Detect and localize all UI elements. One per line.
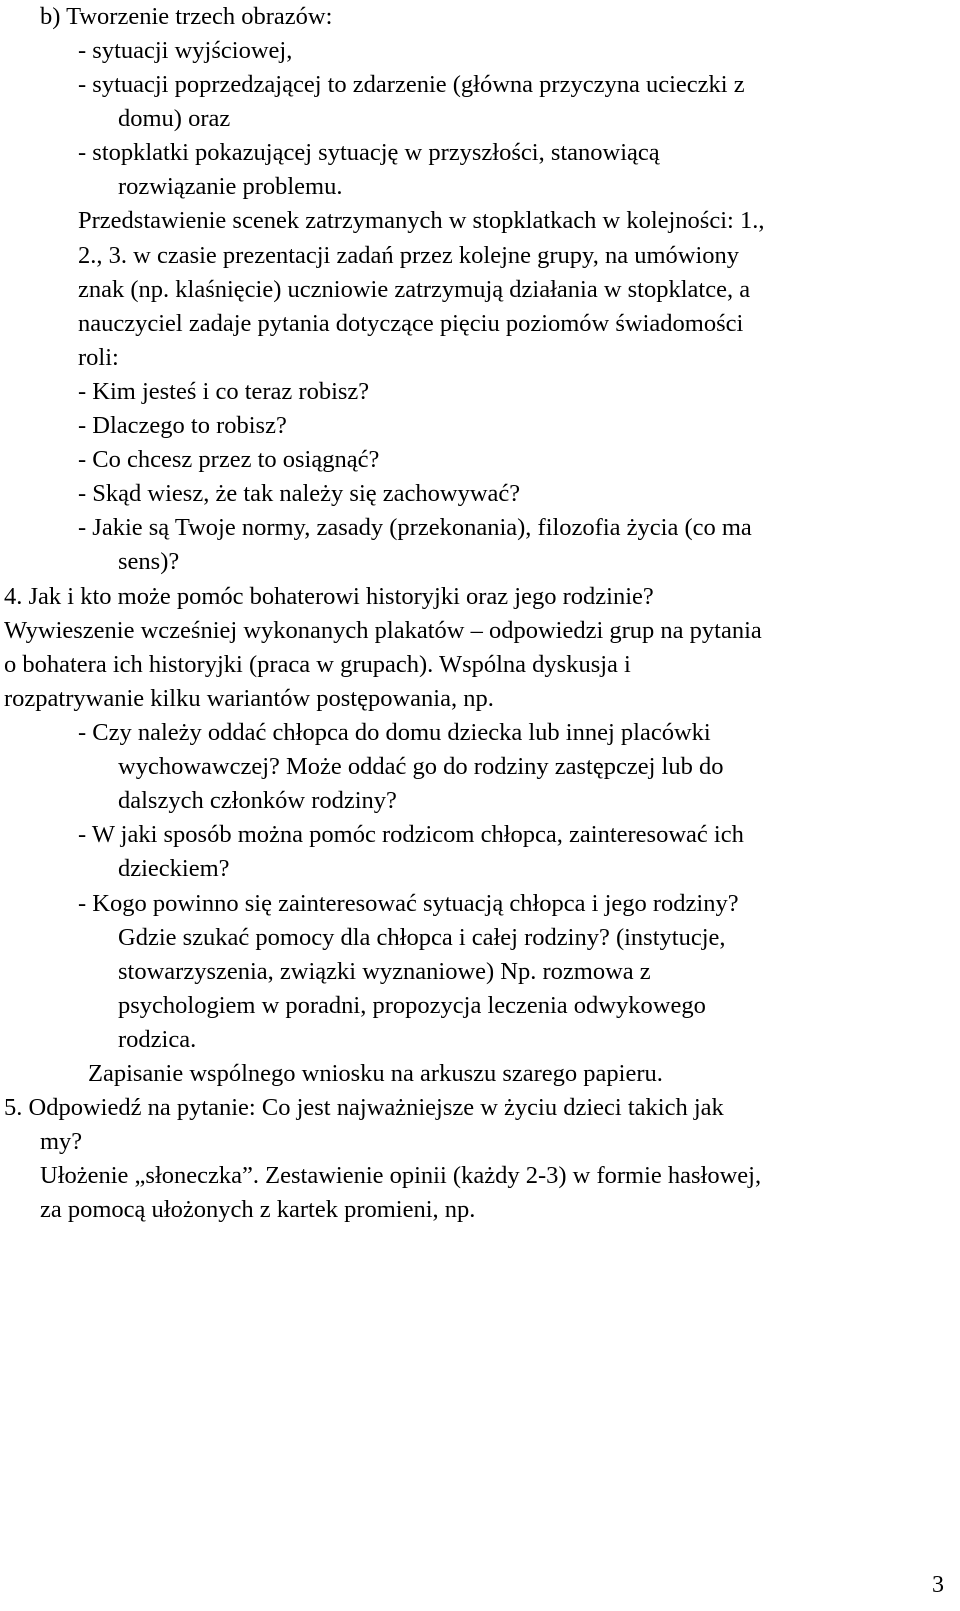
text-line: rodzica. <box>118 1026 197 1053</box>
text-line: znak (np. klaśnięcie) uczniowie zatrzymują działania w stopklatce, a <box>78 276 751 303</box>
text-line: Gdzie szukać pomocy dla chłopca i całej rodziny? (instytucje, <box>118 924 726 951</box>
text-line: rozpatrywanie kilku wariantów postępowania, np. <box>4 685 494 712</box>
text-line: - stopklatki pokazującej sytuację w przyszłości, stanowiącą <box>78 139 660 166</box>
text-line: psychologiem w poradni, propozycja leczenia odwykowego <box>118 992 706 1019</box>
text-line: - Co chcesz przez to osiągnąć? <box>78 446 380 473</box>
text-line: Wywieszenie wcześniej wykonanych plakatów – odpowiedzi grup na pytania <box>4 617 762 644</box>
text-line: za pomocą ułożonych z kartek promieni, np. <box>40 1196 476 1223</box>
text-line: domu) oraz <box>118 105 231 132</box>
text-line: o bohatera ich historyjki (praca w grupach). Wspólna dyskusja i <box>4 651 631 678</box>
text-line: - Kogo powinno się zainteresować sytuacją chłopca i jego rodziny? <box>78 890 739 917</box>
text-line: 2., 3. w czasie prezentacji zadań przez kolejne grupy, na umówiony <box>78 242 739 269</box>
text-line: - Jakie są Twoje normy, zasady (przekonania), filozofia życia (co ma <box>78 514 752 541</box>
text-line: 5. Odpowiedź na pytanie: Co jest najważniejsze w życiu dzieci takich jak <box>4 1094 724 1121</box>
text-line: - W jaki sposób można pomóc rodzicom chłopca, zainteresować ich <box>78 821 744 848</box>
text-line: - sytuacji poprzedzającej to zdarzenie (główna przyczyna ucieczki z <box>78 71 745 98</box>
text-line: - Dlaczego to robisz? <box>78 412 287 439</box>
text-line: Przedstawienie scenek zatrzymanych w stopklatkach w kolejności: 1., <box>78 207 765 234</box>
text-line: - sytuacji wyjściowej, <box>78 37 293 64</box>
text-line: 4. Jak i kto może pomóc bohaterowi historyjki oraz jego rodzinie? <box>4 583 654 610</box>
text-line: - Skąd wiesz, że tak należy się zachowywać? <box>78 480 521 507</box>
text-line: dzieckiem? <box>118 855 230 882</box>
text-line: wychowawczej? Może oddać go do rodziny zastępczej lub do <box>118 753 724 780</box>
text-line: Ułożenie „słoneczka”. Zestawienie opinii (każdy 2-3) w formie hasłowej, <box>40 1162 762 1189</box>
text-line: my? <box>40 1128 83 1155</box>
page-number: 3 <box>932 1572 944 1598</box>
text-line: dalszych członków rodziny? <box>118 787 397 814</box>
text-line: Zapisanie wspólnego wniosku na arkuszu szarego papieru. <box>88 1060 663 1087</box>
text-line: nauczyciel zadaje pytania dotyczące pięciu poziomów świadomości <box>78 310 744 337</box>
text-line: roli: <box>78 344 119 371</box>
text-line: rozwiązanie problemu. <box>118 173 343 200</box>
text-line: - Czy należy oddać chłopca do domu dziecka lub innej placówki <box>78 719 711 746</box>
text-line: - Kim jesteś i co teraz robisz? <box>78 378 370 405</box>
text-line: stowarzyszenia, związki wyznaniowe) Np. rozmowa z <box>118 958 651 985</box>
text-line: b) Tworzenie trzech obrazów: <box>40 3 333 30</box>
text-line: sens)? <box>118 548 180 575</box>
